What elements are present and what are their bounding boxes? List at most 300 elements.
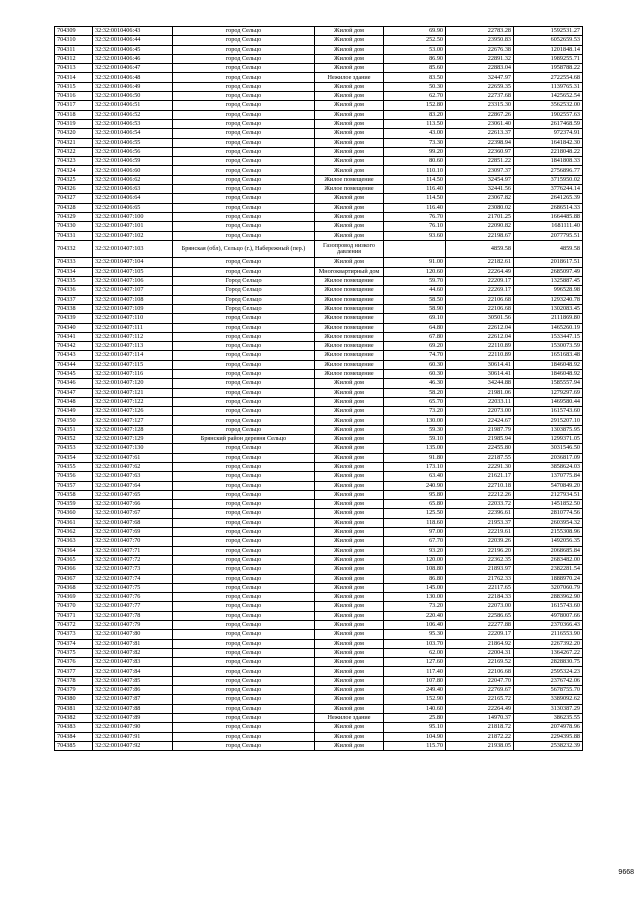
area-cell: 95.80 [384,490,446,499]
address-cell: город Сельцо [173,332,315,341]
object-type-cell: Жилое помещение [315,286,384,295]
specific-value-cell: 21762.33 [446,574,514,583]
area-cell: 93.20 [384,546,446,555]
table-row [55,119,583,128]
object-type-cell: Жилой дом [315,119,384,128]
table-row [55,27,583,36]
row-number-cell: 704384 [55,732,93,741]
specific-value-cell: 22586.65 [446,611,514,620]
row-number-cell: 704339 [55,314,93,323]
object-type-cell: Жилое помещение [315,323,384,332]
row-number-cell: 704353 [55,444,93,453]
specific-value-cell: 21985.94 [446,435,514,444]
address-cell: город Сельцо [173,351,315,360]
object-type-cell: Жилой дом [315,444,384,453]
row-number-cell: 704318 [55,110,93,119]
specific-value-cell: 21621.17 [446,472,514,481]
cadastral-number-cell: 32:32:0010407:70 [93,537,173,546]
area-cell: 135.00 [384,444,446,453]
table-row [55,695,583,704]
address-cell: город Сельцо [173,602,315,611]
row-number-cell: 704333 [55,258,93,267]
cadastral-value-cell: 1846048.92 [514,369,583,378]
row-number-cell: 704354 [55,453,93,462]
area-cell: 130.00 [384,416,446,425]
specific-value-cell: 22039.26 [446,537,514,546]
specific-value-cell: 22106.68 [446,304,514,313]
cadastral-value-cell: 1303875.95 [514,425,583,434]
object-type-cell: Жилой дом [315,676,384,685]
object-type-cell: Жилой дом [315,435,384,444]
row-number-cell: 704331 [55,231,93,240]
cadastral-value-cell: 2111869.80 [514,314,583,323]
specific-value-cell: 22676.38 [446,45,514,54]
specific-value-cell: 22291.30 [446,462,514,471]
address-cell: город Сельцо [173,686,315,695]
cadastral-number-cell: 32:32:0010407:103 [93,240,173,258]
table-row [55,342,583,351]
object-type-cell: Жилой дом [315,555,384,564]
cadastral-value-cell: 3389092.62 [514,695,583,704]
specific-value-cell: 22073.00 [446,407,514,416]
object-type-cell: Жилой дом [315,166,384,175]
address-cell: город Сельцо [173,667,315,676]
address-cell: город Сельцо [173,490,315,499]
cadastral-number-cell: 32:32:0010407:112 [93,332,173,341]
area-cell: 240.90 [384,481,446,490]
cadastral-number-cell: 32:32:0010406:59 [93,157,173,166]
object-type-cell: Многоквартирный дом [315,267,384,276]
cadastral-number-cell: 32:32:0010407:85 [93,676,173,685]
cadastral-number-cell: 32:32:0010407:65 [93,490,173,499]
object-type-cell: Жилой дом [315,453,384,462]
object-type-cell: Жилой дом [315,723,384,732]
cadastral-value-cell: 1888970.24 [514,574,583,583]
table-row [55,304,583,313]
row-number-cell: 704316 [55,92,93,101]
address-cell: город Сельцо [173,574,315,583]
specific-value-cell: 22612.04 [446,332,514,341]
row-number-cell: 704380 [55,695,93,704]
object-type-cell: Жилое помещение [315,295,384,304]
address-cell: Город Сельцо [173,295,315,304]
row-number-cell: 704328 [55,203,93,212]
object-type-cell: Жилой дом [315,157,384,166]
table-row [55,713,583,722]
address-cell: город Сельцо [173,416,315,425]
row-number-cell: 704365 [55,555,93,564]
cadastral-value-cell: 2883962.90 [514,593,583,602]
table-row [55,323,583,332]
cadastral-value-cell: 2828830.75 [514,658,583,667]
cadastral-number-cell: 32:32:0010407:121 [93,388,173,397]
cadastral-number-cell: 32:32:0010406:65 [93,203,173,212]
address-cell: город Сельцо [173,583,315,592]
table-row [55,518,583,527]
cadastral-value-cell: 2077795.51 [514,231,583,240]
table-row [55,92,583,101]
address-cell: город Сельцо [173,453,315,462]
cadastral-value-cell: 2127934.51 [514,490,583,499]
cadastral-number-cell: 32:32:0010407:67 [93,509,173,518]
cadastral-value-cell: 972374.91 [514,129,583,138]
row-number-cell: 704368 [55,583,93,592]
table-row [55,453,583,462]
object-type-cell: Жилой дом [315,667,384,676]
table-row [55,667,583,676]
table-row [55,36,583,45]
cadastral-value-cell: 1364267.22 [514,648,583,657]
specific-value-cell: 22659.35 [446,82,514,91]
specific-value-cell: 22396.61 [446,509,514,518]
area-cell: 67.70 [384,537,446,546]
row-number-cell: 704317 [55,101,93,110]
cadastral-value-cell: 2595324.23 [514,667,583,676]
cadastral-number-cell: 32:32:0010406:49 [93,82,173,91]
cadastral-value-cell: 1325887.45 [514,277,583,286]
address-cell: город Сельцо [173,231,315,240]
cadastral-value-cell: 1615743.60 [514,602,583,611]
cadastral-number-cell: 32:32:0010407:100 [93,212,173,221]
table-row [55,676,583,685]
cadastral-number-cell: 32:32:0010406:55 [93,138,173,147]
area-cell: 53.00 [384,45,446,54]
registry-body [55,27,583,751]
area-cell: 252.50 [384,36,446,45]
cadastral-value-cell: 1846048.92 [514,360,583,369]
cadastral-value-cell: 2686514.33 [514,203,583,212]
cadastral-number-cell: 32:32:0010406:45 [93,45,173,54]
table-row [55,82,583,91]
area-cell: 58.90 [384,304,446,313]
table-row [55,73,583,82]
cadastral-value-cell: 1530073.59 [514,342,583,351]
address-cell: город Сельцо [173,36,315,45]
row-number-cell: 704363 [55,537,93,546]
row-number-cell: 704320 [55,129,93,138]
object-type-cell: Жилой дом [315,36,384,45]
cadastral-value-cell: 1370775.84 [514,472,583,481]
area-cell: 108.80 [384,565,446,574]
table-row [55,490,583,499]
specific-value-cell: 22867.26 [446,110,514,119]
specific-value-cell: 4859.58 [446,240,514,258]
area-cell: 73.20 [384,602,446,611]
cadastral-number-cell: 32:32:0010407:92 [93,741,173,750]
area-cell: 120.00 [384,555,446,564]
row-number-cell: 704315 [55,82,93,91]
cadastral-number-cell: 32:32:0010406:62 [93,175,173,184]
specific-value-cell: 14970.37 [446,713,514,722]
object-type-cell: Жилой дом [315,194,384,203]
table-row [55,658,583,667]
cadastral-value-cell: 2756896.77 [514,166,583,175]
object-type-cell: Жилой дом [315,639,384,648]
area-cell: 249.40 [384,686,446,695]
area-cell: 118.60 [384,518,446,527]
table-row [55,54,583,63]
address-cell: город Сельцо [173,175,315,184]
table-row [55,379,583,388]
row-number-cell: 704312 [55,54,93,63]
row-number-cell: 704374 [55,639,93,648]
cadastral-value-cell: 2155308.96 [514,528,583,537]
cadastral-value-cell: 6052659.53 [514,36,583,45]
cadastral-value-cell: 2074978.96 [514,723,583,732]
cadastral-value-cell: 2036817.09 [514,453,583,462]
specific-value-cell: 22106.68 [446,295,514,304]
area-cell: 60.30 [384,369,446,378]
specific-value-cell: 22277.88 [446,621,514,630]
address-cell: город Сельцо [173,258,315,267]
specific-value-cell: 23097.37 [446,166,514,175]
object-type-cell: Жилой дом [315,732,384,741]
row-number-cell: 704311 [55,45,93,54]
object-type-cell: Жилое помещение [315,332,384,341]
address-cell: город Сельцо [173,565,315,574]
object-type-cell: Жилой дом [315,54,384,63]
cadastral-value-cell: 1299371.05 [514,435,583,444]
address-cell: Город Сельцо [173,304,315,313]
cadastral-value-cell: 1902557.63 [514,110,583,119]
table-row [55,222,583,231]
cadastral-number-cell: 32:32:0010407:109 [93,304,173,313]
area-cell: 116.40 [384,185,446,194]
specific-value-cell: 21701.25 [446,212,514,221]
address-cell: город Сельцо [173,323,315,332]
area-cell: 46.30 [384,379,446,388]
specific-value-cell: 21987.79 [446,425,514,434]
cadastral-value-cell: 1465260.19 [514,323,583,332]
area-cell: 116.40 [384,203,446,212]
specific-value-cell: 22362.35 [446,555,514,564]
object-type-cell: Жилой дом [315,425,384,434]
cadastral-value-cell: 1492056.35 [514,537,583,546]
cadastral-value-cell: 2370366.43 [514,621,583,630]
area-cell: 44.60 [384,286,446,295]
area-cell: 25.80 [384,713,446,722]
cadastral-number-cell: 32:32:0010407:62 [93,462,173,471]
table-row [55,546,583,555]
address-cell: Город Сельцо [173,277,315,286]
address-cell: город Сельцо [173,509,315,518]
cadastral-number-cell: 32:32:0010407:73 [93,565,173,574]
cadastral-number-cell: 32:32:0010407:107 [93,286,173,295]
specific-value-cell: 22169.52 [446,658,514,667]
row-number-cell: 704321 [55,138,93,147]
cadastral-number-cell: 32:32:0010407:113 [93,342,173,351]
row-number-cell: 704350 [55,416,93,425]
address-cell: город Сельцо [173,397,315,406]
object-type-cell: Газопровод низкого давления [315,240,384,258]
cadastral-number-cell: 32:32:0010407:88 [93,704,173,713]
cadastral-number-cell: 32:32:0010407:72 [93,555,173,564]
specific-value-cell: 22883.04 [446,64,514,73]
object-type-cell: Жилой дом [315,546,384,555]
area-cell: 58.50 [384,295,446,304]
specific-value-cell: 22613.37 [446,129,514,138]
table-row [55,704,583,713]
cadastral-number-cell: 32:32:0010407:83 [93,658,173,667]
area-cell: 76.70 [384,212,446,221]
address-cell: Брянская (обл), Сельцо (г.), Набережный (пер.) [173,240,315,258]
area-cell: 104.90 [384,732,446,741]
row-number-cell: 704314 [55,73,93,82]
table-row [55,565,583,574]
object-type-cell: Жилой дом [315,222,384,231]
cadastral-number-cell: 32:32:0010407:114 [93,351,173,360]
specific-value-cell: 22209.17 [446,277,514,286]
cadastral-value-cell: 2116553.90 [514,630,583,639]
area-cell: 130.00 [384,593,446,602]
cadastral-number-cell: 32:32:0010407:101 [93,222,173,231]
specific-value-cell: 23950.83 [446,36,514,45]
cadastral-number-cell: 32:32:0010406:56 [93,147,173,156]
specific-value-cell: 22196.20 [446,546,514,555]
table-row [55,481,583,490]
address-cell: город Сельцо [173,101,315,110]
table-row [55,185,583,194]
address-cell: город Сельцо [173,555,315,564]
row-number-cell: 704342 [55,342,93,351]
area-cell: 62.00 [384,648,446,657]
specific-value-cell: 30614.41 [446,369,514,378]
area-cell: 64.80 [384,323,446,332]
object-type-cell: Жилой дом [315,741,384,750]
address-cell: город Сельцо [173,166,315,175]
cadastral-number-cell: 32:32:0010407:84 [93,667,173,676]
row-number-cell: 704334 [55,267,93,276]
row-number-cell: 704359 [55,500,93,509]
cadastral-number-cell: 32:32:0010407:68 [93,518,173,527]
cadastral-number-cell: 32:32:0010407:86 [93,686,173,695]
object-type-cell: Жилой дом [315,500,384,509]
object-type-cell: Жилой дом [315,27,384,36]
area-cell: 59.70 [384,277,446,286]
row-number-cell: 704351 [55,425,93,434]
object-type-cell: Жилой дом [315,509,384,518]
row-number-cell: 704338 [55,304,93,313]
area-cell: 152.80 [384,101,446,110]
address-cell: город Сельцо [173,611,315,620]
cadastral-value-cell: 1279297.69 [514,388,583,397]
object-type-cell: Жилой дом [315,82,384,91]
table-row [55,686,583,695]
area-cell: 59.30 [384,425,446,434]
cadastral-value-cell: 5470849.20 [514,481,583,490]
object-type-cell: Жилой дом [315,203,384,212]
specific-value-cell: 22219.61 [446,528,514,537]
cadastral-value-cell: 4978007.66 [514,611,583,620]
area-cell: 117.40 [384,667,446,676]
area-cell: 50.30 [384,82,446,91]
cadastral-number-cell: 32:32:0010407:91 [93,732,173,741]
cadastral-value-cell: 1958788.22 [514,64,583,73]
table-row [55,314,583,323]
table-row [55,611,583,620]
area-cell: 69.90 [384,27,446,36]
table-row [55,157,583,166]
specific-value-cell: 21981.06 [446,388,514,397]
cadastral-number-cell: 32:32:0010407:69 [93,528,173,537]
table-row [55,555,583,564]
table-row [55,351,583,360]
cadastral-number-cell: 32:32:0010407:77 [93,602,173,611]
table-row [55,258,583,267]
address-cell: город Сельцо [173,222,315,231]
specific-value-cell: 22398.94 [446,138,514,147]
specific-value-cell: 22073.00 [446,602,514,611]
registry-table [54,26,583,751]
object-type-cell: Жилой дом [315,611,384,620]
object-type-cell: Жилой дом [315,101,384,110]
object-type-cell: Жилой дом [315,695,384,704]
area-cell: 86.90 [384,54,446,63]
cadastral-number-cell: 32:32:0010407:105 [93,267,173,276]
object-type-cell: Жилой дом [315,110,384,119]
table-row [55,295,583,304]
row-number-cell: 704362 [55,528,93,537]
table-row [55,537,583,546]
cadastral-value-cell: 4859.58 [514,240,583,258]
specific-value-cell: 21953.37 [446,518,514,527]
address-cell: город Сельцо [173,267,315,276]
table-row [55,45,583,54]
cadastral-number-cell: 32:32:0010407:66 [93,500,173,509]
row-number-cell: 704352 [55,435,93,444]
specific-value-cell: 22165.72 [446,695,514,704]
address-cell: город Сельцо [173,723,315,732]
area-cell: 114.50 [384,175,446,184]
specific-value-cell: 22106.68 [446,667,514,676]
row-number-cell: 704364 [55,546,93,555]
address-cell: город Сельцо [173,639,315,648]
specific-value-cell: 21938.05 [446,741,514,750]
specific-value-cell: 22264.49 [446,704,514,713]
specific-value-cell: 34244.88 [446,379,514,388]
specific-value-cell: 32454.97 [446,175,514,184]
area-cell: 60.30 [384,360,446,369]
area-cell: 83.20 [384,110,446,119]
object-type-cell: Жилой дом [315,416,384,425]
cadastral-value-cell: 1302083.45 [514,304,583,313]
cadastral-value-cell: 1651683.48 [514,351,583,360]
area-cell: 69.20 [384,342,446,351]
address-cell: город Сельцо [173,110,315,119]
cadastral-value-cell: 1592531.27 [514,27,583,36]
specific-value-cell: 22455.80 [446,444,514,453]
address-cell: город Сельцо [173,73,315,82]
cadastral-number-cell: 32:32:0010407:71 [93,546,173,555]
cadastral-value-cell: 2603954.32 [514,518,583,527]
area-cell: 85.60 [384,64,446,73]
specific-value-cell: 22187.55 [446,453,514,462]
area-cell: 152.90 [384,695,446,704]
cadastral-number-cell: 32:32:0010407:75 [93,583,173,592]
object-type-cell: Жилой дом [315,64,384,73]
row-number-cell: 704330 [55,222,93,231]
row-number-cell: 704379 [55,686,93,695]
cadastral-number-cell: 32:32:0010407:110 [93,314,173,323]
area-cell: 73.30 [384,138,446,147]
cadastral-number-cell: 32:32:0010407:61 [93,453,173,462]
table-row [55,194,583,203]
specific-value-cell: 22117.65 [446,583,514,592]
object-type-cell: Жилой дом [315,658,384,667]
row-number-cell: 704337 [55,295,93,304]
cadastral-number-cell: 32:32:0010407:79 [93,621,173,630]
area-cell: 93.60 [384,231,446,240]
